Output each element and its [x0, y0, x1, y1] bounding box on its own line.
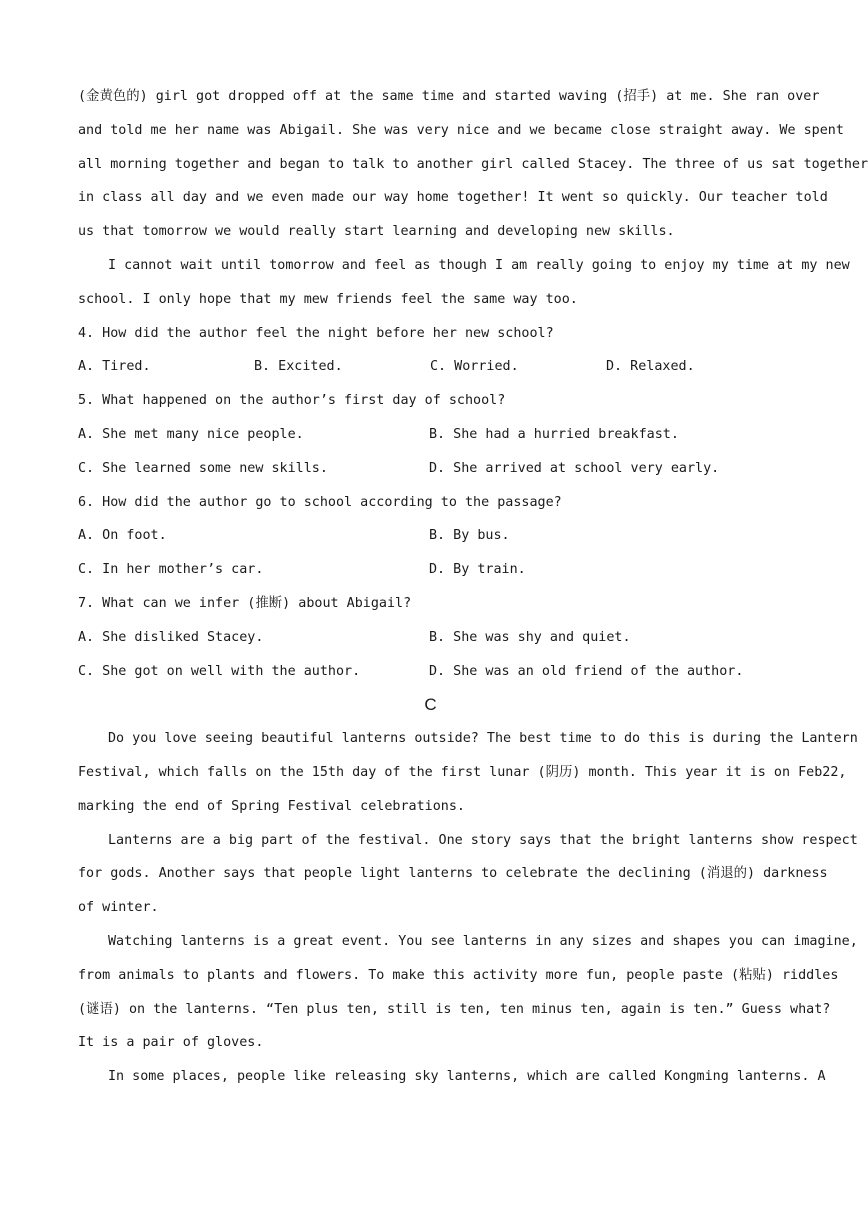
answer-options — [78, 553, 783, 587]
document-page — [78, 80, 868, 1094]
question-stem: 7. What can we infer (推断) about Abigail? — [78, 595, 412, 611]
text-line: (金黄色的) girl got dropped off at the same time and started waving (招手) at me. She ran over — [78, 89, 820, 104]
question-7 — [78, 587, 783, 688]
option-a[interactable]: A. She disliked Stacey. — [78, 629, 264, 645]
option-b[interactable]: B. She was shy and quiet. — [429, 629, 631, 645]
question-5 — [78, 384, 783, 485]
section-heading: C — [424, 695, 437, 715]
question-stem: 4. How did the author feel the night before her new school? — [78, 325, 554, 341]
answer-options — [78, 621, 783, 655]
question-stem: 6. How did the author go to school according to the passage? — [78, 494, 562, 510]
text-line: in class all day and we even made our way home together! It went so quickly. Our teacher told — [78, 190, 828, 206]
option-c[interactable]: C. She got on well with the author. — [78, 663, 361, 679]
section-c-paragraph — [78, 824, 858, 925]
option-a[interactable]: A. On foot. — [78, 528, 167, 544]
text-line: us that tomorrow we would really start learning and developing new skills. — [78, 224, 675, 240]
text-line: I cannot wait until tomorrow and feel as though I am really going to enjoy my time at my new — [108, 257, 850, 273]
option-d[interactable]: D. Relaxed. — [606, 359, 695, 375]
option-b[interactable]: B. She had a hurried breakfast. — [429, 426, 679, 442]
option-d[interactable]: D. She was an old friend of the author. — [429, 663, 744, 679]
answer-options — [78, 350, 783, 384]
text-line: from animals to plants and flowers. To make this activity more fun, people paste (粘贴) riddles — [78, 967, 839, 983]
answer-options — [78, 519, 783, 553]
text-line: Festival, which falls on the 15th day of the first lunar (阴历) month. This year it is on Feb22, — [78, 764, 847, 780]
passage-b-paragraph — [78, 80, 868, 249]
passage-b-paragraph — [78, 249, 850, 317]
question-stem: 5. What happened on the author’s first day of school? — [78, 393, 506, 409]
text-line: for gods. Another says that people light lanterns to celebrate the declining (消退的) darkness — [78, 866, 828, 882]
text-line: of winter. — [78, 900, 159, 916]
option-d[interactable]: D. By train. — [429, 562, 526, 578]
text-line: school. I only hope that my mew friends feel the same way too. — [78, 291, 578, 307]
answer-options — [78, 452, 783, 486]
text-line: It is a pair of gloves. — [78, 1035, 264, 1051]
section-c-paragraph — [78, 1060, 826, 1094]
text-line: and told me her name was Abigail. She was very nice and we became close straight away. We spent — [78, 122, 844, 138]
text-line: (谜语) on the lanterns. “Ten plus ten, still is ten, ten minus ten, again is ten.” Guess what? — [78, 1001, 831, 1017]
option-a[interactable]: A. Tired. — [78, 359, 151, 375]
text-line: Lanterns are a big part of the festival. One story says that the bright lanterns show respect — [108, 832, 858, 848]
question-6 — [78, 486, 783, 587]
text-line: In some places, people like releasing sky lanterns, which are called Kongming lanterns. A — [108, 1069, 826, 1085]
text-line: Do you love seeing beautiful lanterns outside? The best time to do this is during the Lantern — [108, 731, 858, 747]
option-b[interactable]: B. By bus. — [429, 528, 510, 544]
option-c[interactable]: C. Worried. — [430, 359, 519, 375]
answer-options — [78, 655, 783, 689]
option-c[interactable]: C. In her mother’s car. — [78, 562, 264, 578]
question-4 — [78, 317, 783, 385]
text-line: Watching lanterns is a great event. You see lanterns in any sizes and shapes you can imagine, — [108, 933, 858, 949]
option-a[interactable]: A. She met many nice people. — [78, 426, 304, 442]
option-c[interactable]: C. She learned some new skills. — [78, 460, 328, 476]
section-c-paragraph — [78, 925, 858, 1060]
text-line: all morning together and began to talk to another girl called Stacey. The three of us sat together — [78, 156, 868, 172]
section-c-paragraph — [78, 722, 858, 823]
text-line: marking the end of Spring Festival celebrations. — [78, 798, 465, 814]
option-d[interactable]: D. She arrived at school very early. — [429, 460, 720, 476]
answer-options — [78, 418, 783, 452]
option-b[interactable]: B. Excited. — [254, 359, 343, 375]
